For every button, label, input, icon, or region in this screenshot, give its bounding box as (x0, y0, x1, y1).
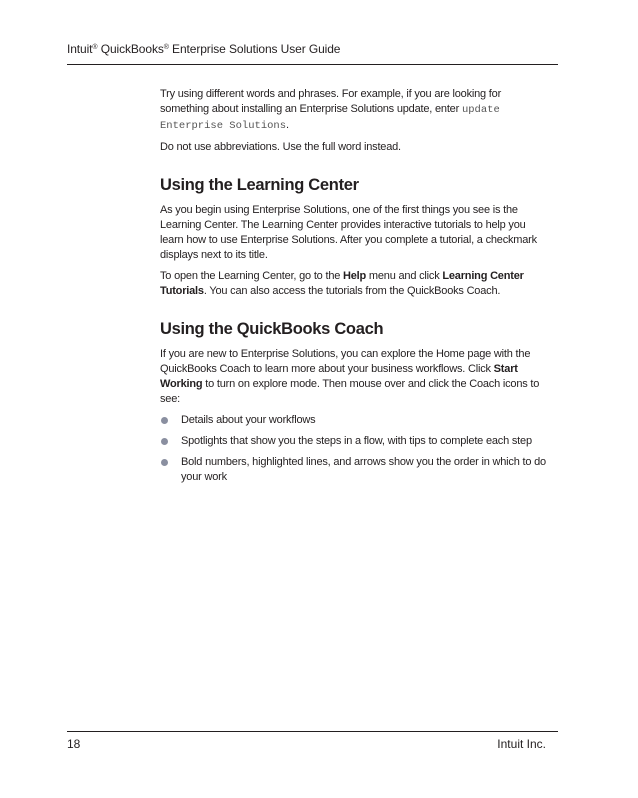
search-example-code: update Enterprise Solutions (160, 104, 500, 132)
coach-text-a: If you are new to Enterprise Solutions, you can explore the Home page with the QuickBooks Coach to learn more about your business workflows. Click (160, 348, 531, 375)
coach-paragraph (160, 347, 546, 407)
learning-center-tutorials-term: Learning Center Tutorials (160, 270, 524, 297)
search-tip-period: . (286, 119, 289, 131)
search-tip-paragraph (160, 87, 546, 134)
list-item (160, 434, 546, 449)
registered-mark: ® (163, 44, 169, 51)
open-text-c: . You can also access the tutorials from the QuickBooks Coach. (203, 285, 501, 297)
header-product: QuickBooks (100, 42, 164, 56)
bullet-icon (161, 459, 168, 466)
coach-text-b: to turn on explore mode. Then mouse over and click the Coach icons to see: (160, 378, 540, 405)
footer-company: Intuit Inc. (497, 737, 546, 751)
list-item-text: Spotlights that show you the steps in a flow, with tips to complete each step (181, 435, 532, 447)
registered-mark: ® (92, 44, 98, 51)
page-header (67, 42, 340, 56)
header-title-rest: Enterprise Solutions User Guide (172, 42, 341, 56)
abbreviation-tip-paragraph: Do not use abbreviations. Use the full word instead. (160, 141, 401, 153)
learning-center-heading: Using the Learning Center (160, 176, 359, 194)
list-item (160, 413, 546, 428)
open-text-b: menu and click (366, 270, 443, 282)
list-item-text: Details about your workflows (181, 414, 316, 426)
help-menu-term: Help (343, 270, 367, 282)
footer-divider (67, 731, 558, 732)
open-text-a: To open the Learning Center, go to the (160, 270, 344, 282)
list-item-text: Bold numbers, highlighted lines, and arrows show you the order in which to do your work (181, 456, 546, 483)
search-tip-text: Try using different words and phrases. For example, if you are looking for something about installing an Enterprise Solutions update, enter (160, 88, 502, 115)
learning-center-open-paragraph (160, 269, 546, 299)
list-item (160, 455, 546, 485)
coach-heading: Using the QuickBooks Coach (160, 320, 384, 338)
learning-center-paragraph: As you begin using Enterprise Solutions, one of the first things you see is the Learning Center. The Learning Center provides interactive tutorials to help you learn how to use Enterprise Solutions. After you complete a tutorial, a checkmark displays next to its title. (160, 204, 537, 261)
bullet-icon (161, 417, 168, 424)
coach-feature-list (160, 413, 546, 485)
start-working-term: Start Working (160, 363, 518, 390)
header-brand: Intuit (67, 42, 93, 56)
header-divider (67, 64, 558, 65)
page-number: 18 (67, 737, 81, 751)
page-content (160, 87, 546, 491)
bullet-icon (161, 438, 168, 445)
